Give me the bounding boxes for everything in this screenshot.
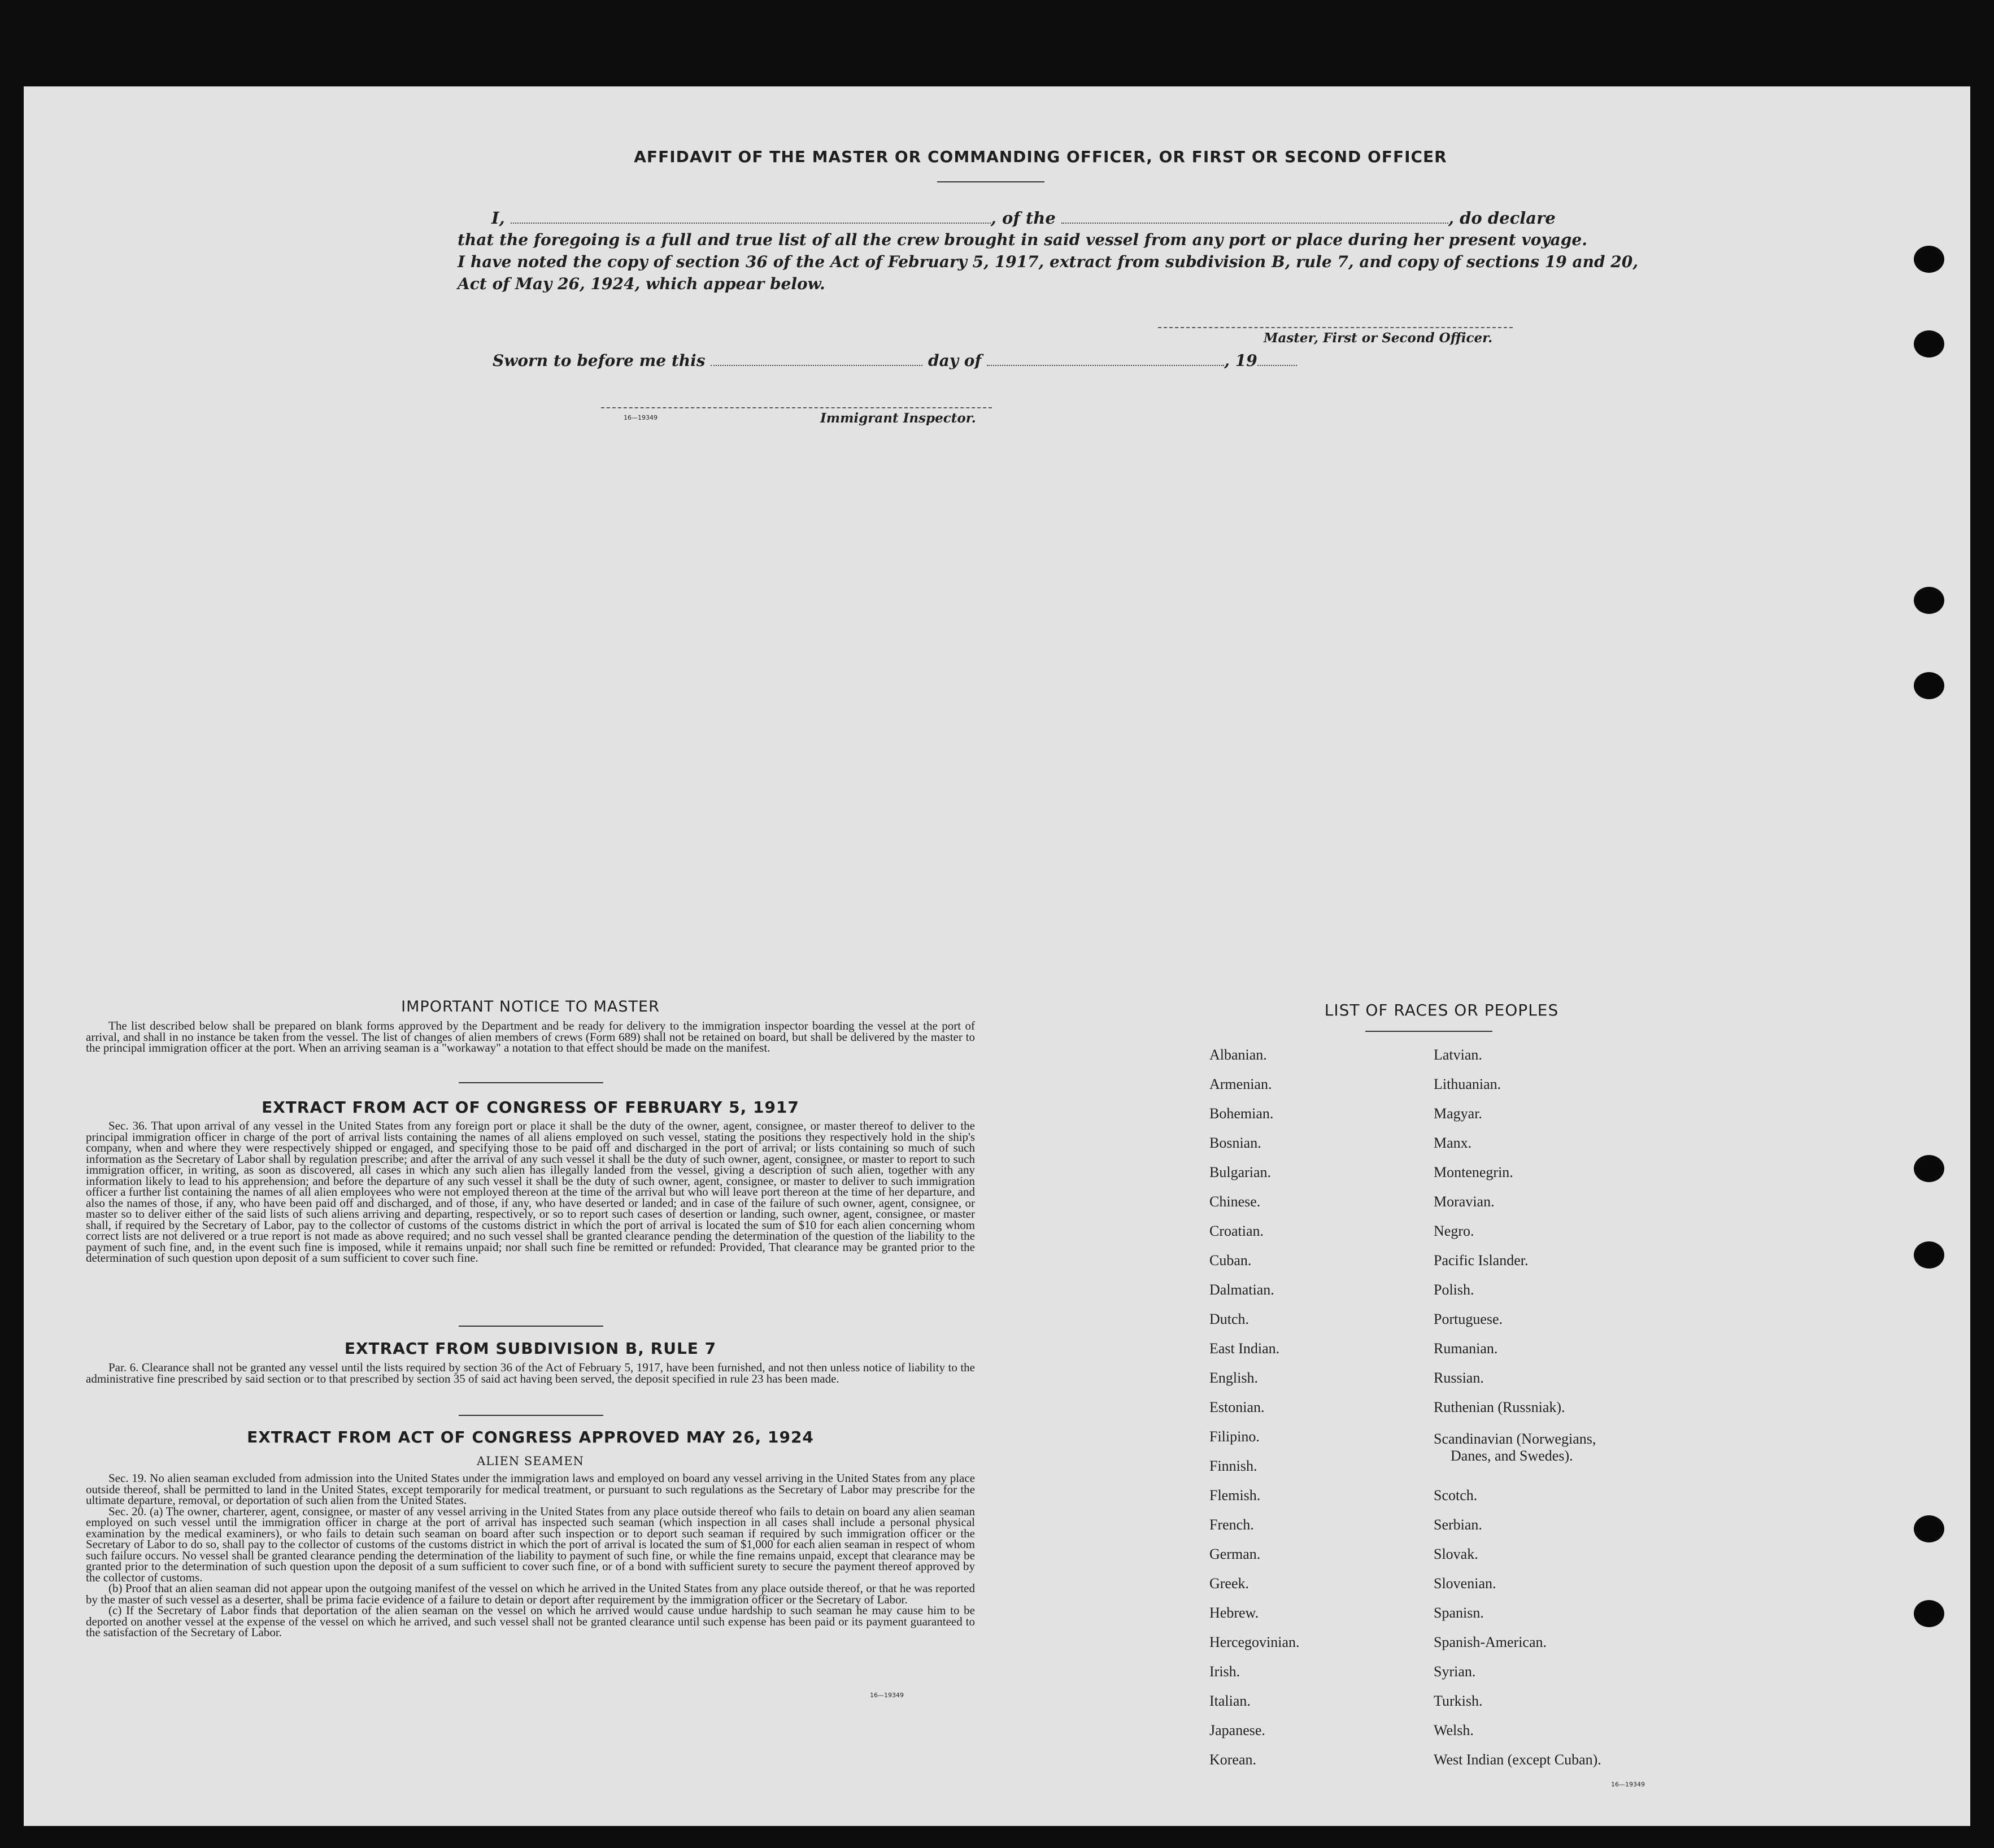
race-item: Moravian. — [1434, 1193, 1495, 1210]
race-item: Japanese. — [1209, 1722, 1265, 1738]
binder-hole — [1914, 1515, 1944, 1542]
races-title: LIST OF RACES OR PEOPLES — [1324, 1001, 1559, 1019]
race-item: Manx. — [1434, 1135, 1472, 1151]
race-item: German. — [1209, 1546, 1261, 1562]
extract-1917-title: EXTRACT FROM ACT OF CONGRESS OF FEBRUARY 5, 1917 — [262, 1098, 799, 1117]
of-the-label: , of the — [990, 208, 1056, 228]
race-item: Dutch. — [1209, 1311, 1249, 1327]
affidavit-line-4: Act of May 26, 1924, which appear below. — [458, 274, 825, 293]
race-item: Turkish. — [1434, 1693, 1483, 1709]
race-item: Danes, and Swedes). — [1451, 1448, 1573, 1464]
form-sheet — [24, 86, 1970, 1826]
binder-hole — [1914, 1600, 1944, 1627]
race-item: Montenegrin. — [1434, 1164, 1513, 1180]
race-item: Irish. — [1209, 1663, 1240, 1680]
race-item: Ruthenian (Russniak). — [1434, 1399, 1565, 1415]
extract-1924-title: EXTRACT FROM ACT OF CONGRESS APPROVED MAY 26, 1924 — [247, 1428, 814, 1446]
race-item: Cuban. — [1209, 1252, 1252, 1269]
extract-1917-text: Sec. 36. That upon arrival of any vessel in the United States from any foreign port or place it shall be the duty of the owner, agent, consignee, or master thereof to deliver to the principal immigration officer in charge of the port of arrival lists containing the names of all aliens employed on such vessel, stating the positions they respectively hold in the ship's company, when and where they were respectively shipped or engaged, and specifying those to be paid off and discharged in the port of arrival; or lists containing so much of such information as the Secretary of Labor shall by regulation prescribe; and after the arrival of any such vessel it shall be the duty of such owner, agent, consignee, or master to report to such immigration officer, in writing, as soon as discovered, all cases in which any such alien has illegally landed from the vessel, giving a description of such alien, together with any information likely to lead to his apprehension; and before the departure of any such vessel it shall be the duty of such owner, agent, consignee, or master to deliver to such immigration officer a further list containing the names of all alien employees who were not employed thereon at the time of the arrival but who will leave port thereon at the time of her departure, and also the names of those, if any, who have been paid off and discharged, and of those, if any, who have deserted or landed; and in case of the failure of such owner, agent, consignee, or master so to deliver either of the said lists of such aliens arriving and departing, respectively, or so to report such cases of desertion or landing, such owner, agent, consignee, or master shall, if required by the Secretary of Labor, pay to the collector of customs of the customs district in which the port of arrival is located the sum of $10 for each alien concerning whom correct lists are not delivered or a true report is not made as above required; and no such vessel shall be granted clearance pending the determination of the question of the liability to the payment of such fine, and, in the event such fine is imposed, while it remains unpaid; nor shall such fine be remitted or refunded: Provided, That clearance may be granted prior to the determination of such question upon deposit of a sum sufficient to cover such fine. — [86, 1119, 975, 1265]
race-item: Slovenian. — [1434, 1575, 1496, 1592]
master-signature-label: Master, First or Second Officer. — [1264, 330, 1493, 346]
affidavit-title: AFFIDAVIT OF THE MASTER OR COMMANDING OFFICER, OR FIRST OR SECOND OFFICER — [634, 147, 1447, 166]
extract-1924-text: Sec. 19. No alien seaman excluded from admission into the United States under the immigration laws and employed on board any vessel arriving in the United States from any place outside thereof, shall be permitted to land in the United States, except temporarily for medical treatment, or pursuant to such regulations as the Secretary of Labor may prescribe for the ultimate departure, removal, or deportation of such alien from the United States. Sec. 20. (a) The owner, charterer, agent, consignee, or master of any vessel arriving in the United States from any place outside thereof who fails to detain on board any alien seaman employed on such vessel until the immigration officer in charge at the port of arrival has inspected such seaman (which inspection in all cases shall include a personal physical examination by the medical examiners), or who fails to detain such seaman on board after such inspection or to deport such seaman if required by such immigration officer or the Secretary of Labor to do so, shall pay to the collector of customs of the customs district in which the port of arrival is located the sum of $1,000 for each alien seaman in respect of whom such failure occurs. No vessel shall be granted clearance pending the determination of the liability to payment of such fine, or while the fine remains unpaid, except that clearance may be granted prior to the determination of such question upon the deposit of a sum sufficient to cover such fine, or of a bond with sufficient surety to secure the payment thereof approved by the collector of customs. (b) Proof that an alien seaman did not appear upon the outgoing manifest of the vessel on which he arrived in the United States from any place outside thereof, or that he was reported by the master of such vessel as a deserter, shall be prima facie evidence of a failure to detain or deport after requirement by the immigration officer or the Secretary of Labor. (c) If the Secretary of Labor finds that deportation of the alien seaman on the vessel on which he arrived would cause undue hardship to such seaman he may cause him to be deported on another vessel at the expense of the vessel on which he arrived, and such vessel shall not be granted clearance until such expense has been paid or its payment guaranteed to the satisfaction of the Secretary of Labor. — [86, 1471, 975, 1639]
race-item: Bulgarian. — [1209, 1164, 1272, 1180]
race-item: English. — [1209, 1370, 1258, 1386]
inspector-signature-line[interactable] — [601, 407, 992, 408]
race-item: Spanisn. — [1434, 1605, 1484, 1621]
race-item: Spanish-American. — [1434, 1634, 1547, 1650]
master-signature-line[interactable] — [1158, 327, 1513, 328]
race-item: Hercegovinian. — [1209, 1634, 1300, 1650]
race-item: Chinese. — [1209, 1193, 1261, 1210]
rule7-title: EXTRACT FROM SUBDIVISION B, RULE 7 — [344, 1339, 717, 1358]
races-left-column — [1209, 1047, 1407, 1781]
race-item: Bosnian. — [1209, 1135, 1261, 1151]
form-code: 16—19349 — [870, 1692, 904, 1699]
race-item: Korean. — [1209, 1751, 1257, 1768]
rule7-text: Par. 6. Clearance shall not be granted any vessel until the lists required by section 36 of the Act of February 5, 1917, have been furnished, and not then unless notice of liability to the administrative fine prescribed by said section or to that prescribed by section 35 of said act having been served, the deposit specified in rule 23 has been made. — [86, 1361, 975, 1385]
race-item: Croatian. — [1209, 1223, 1264, 1239]
binder-hole — [1914, 330, 1944, 358]
race-item: Armenian. — [1209, 1076, 1272, 1092]
race-item: Magyar. — [1434, 1105, 1482, 1122]
binder-hole — [1914, 246, 1944, 273]
race-item: Slovak. — [1434, 1546, 1478, 1562]
race-item: Bohemian. — [1209, 1105, 1274, 1122]
race-item: Finnish. — [1209, 1458, 1257, 1474]
divider — [459, 1082, 603, 1083]
binder-hole — [1914, 1241, 1944, 1269]
notice-title: IMPORTANT NOTICE TO MASTER — [401, 998, 660, 1015]
race-item: Dalmatian. — [1209, 1282, 1274, 1298]
affidavit-line-1 — [491, 208, 1565, 228]
day-of-label: day of — [928, 351, 982, 370]
do-declare-label: , do declare — [1448, 208, 1556, 228]
affidavit-line-2: that the foregoing is a full and true list of all the crew brought in said vessel from any port or place during her present voyage. — [458, 230, 1587, 249]
race-item: Flemish. — [1209, 1487, 1261, 1503]
sworn-day-field[interactable] — [711, 352, 922, 366]
sworn-line — [493, 351, 1340, 370]
race-item: Greek. — [1209, 1575, 1249, 1592]
sworn-month-field[interactable] — [987, 352, 1224, 366]
binder-hole — [1914, 672, 1944, 699]
race-item: Portuguese. — [1434, 1311, 1503, 1327]
race-item: Rumanian. — [1434, 1340, 1498, 1357]
sworn-year-field[interactable] — [1257, 352, 1297, 366]
race-item: Italian. — [1209, 1693, 1251, 1709]
affidavit-line-3: I have noted the copy of section 36 of the Act of February 5, 1917, extract from subdivision B, rule 7, and copy of sections 19 and 20, — [458, 252, 1639, 271]
divider — [937, 181, 1044, 182]
race-item: Filipino. — [1209, 1428, 1260, 1445]
race-item: Syrian. — [1434, 1663, 1476, 1680]
i-label: I, — [491, 208, 505, 228]
alien-seamen-subtitle: ALIEN SEAMEN — [477, 1454, 584, 1468]
form-code: 16—19349 — [624, 414, 658, 421]
binder-hole — [1914, 1155, 1944, 1182]
divider — [1365, 1031, 1492, 1032]
name-field[interactable] — [511, 210, 991, 224]
race-item: Pacific Islander. — [1434, 1252, 1529, 1269]
race-item: French. — [1209, 1516, 1254, 1533]
race-item: Welsh. — [1434, 1722, 1474, 1738]
race-item: East Indian. — [1209, 1340, 1280, 1357]
sworn-label: Sworn to before me this — [493, 351, 706, 370]
race-item: Polish. — [1434, 1282, 1474, 1298]
race-item: Estonian. — [1209, 1399, 1265, 1415]
binder-hole — [1914, 587, 1944, 614]
inspector-signature-label: Immigrant Inspector. — [820, 411, 976, 426]
race-item: Scotch. — [1434, 1487, 1478, 1503]
race-item: Latvian. — [1434, 1047, 1482, 1063]
year-label: , 19 — [1224, 351, 1257, 370]
divider — [459, 1326, 603, 1327]
race-item: West Indian (except Cuban). — [1434, 1751, 1601, 1768]
race-item: Lithuanian. — [1434, 1076, 1501, 1092]
race-item: Scandinavian (Norwegians, — [1434, 1431, 1596, 1447]
race-item: Negro. — [1434, 1223, 1474, 1239]
race-item: Albanian. — [1209, 1047, 1267, 1063]
divider — [459, 1415, 603, 1416]
vessel-field[interactable] — [1061, 210, 1448, 224]
form-code: 16—19349 — [1611, 1781, 1645, 1788]
notice-text: The list described below shall be prepared on blank forms approved by the Department and be ready for delivery to the immigration inspector boarding the vessel at the port of arrival, and shall in no instance be taken from the vessel. The list of changes of alien members of crews (Form 689) shall not be retained on board, but shall be delivered by the master to the principal immigration officer at the port. When an arriving seaman is a "workaway" a notation to that effect should be made on the manifest. — [86, 1019, 975, 1054]
race-item: Serbian. — [1434, 1516, 1482, 1533]
race-item: Russian. — [1434, 1370, 1484, 1386]
race-item: Hebrew. — [1209, 1605, 1259, 1621]
races-right-column — [1434, 1047, 1705, 1781]
